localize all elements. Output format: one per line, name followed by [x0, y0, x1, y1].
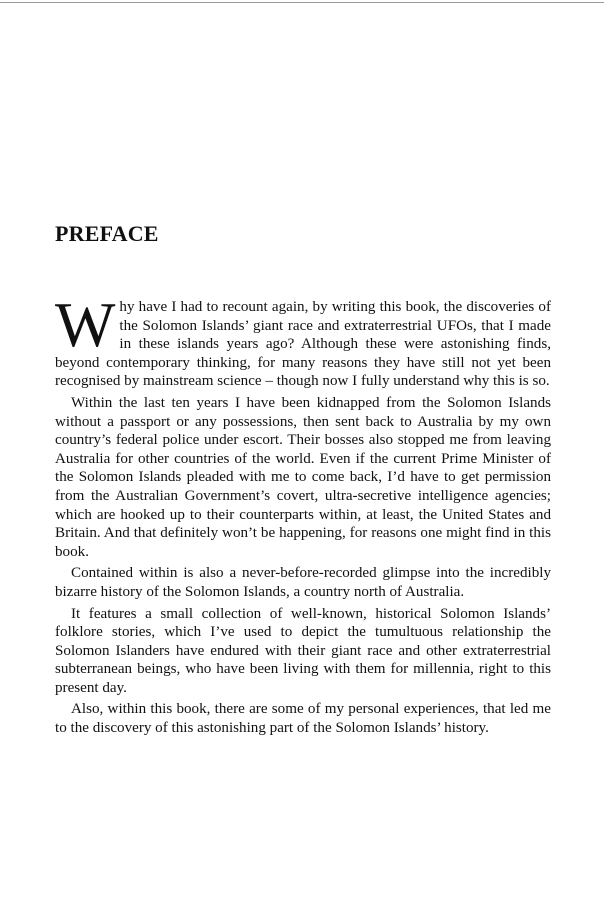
paragraph-2: Within the last ten years I have been kidnapped from the Solomon Islands without a passport or any possessions, then sent back to Australia by my own country’s federal police under escort. Their bosses also stopped me from leaving Australia for other countries of the world. Even if the current Prime Minister of the Solomon Islands pleaded with me to come back, I’d have to get permission from the Australian Government’s covert, ultra-secretive intelligence agencies; which are hooked up to their counterparts within, at least, the United States and Britain. And that definitely won’t be happening, for reasons one might find in this book.	[55, 394, 551, 560]
paragraph-1	[55, 289, 551, 391]
drop-cap-letter: W	[55, 289, 116, 360]
page-content	[55, 220, 551, 741]
paragraph-5: Also, within this book, there are some of my personal experiences, that led me to the discovery of this astonishing part of the Solomon Islands’ history.	[55, 701, 551, 737]
chapter-heading: PREFACE	[55, 221, 159, 246]
paragraph-3: Contained within is also a never-before-recorded glimpse into the incredibly bizarre history of the Solomon Islands, a country north of Australia.	[55, 565, 551, 600]
top-border-line	[0, 2, 604, 3]
paragraph-1-text: hy have I had to recount again, by writing this book, the discoveries of the Solomon Islands’ giant race and extraterrestrial UFOs, that I made in these islands years ago? Although these were astonishing finds, beyond contemporary thinking, for many reasons they have still not yet been recognised by mainstream science – though now I fully understand why this is so.	[55, 299, 551, 390]
paragraph-4: It features a small collection of well-known, historical Solomon Islands’ folklore stories, which I’ve used to depict the tumultuous relationship the Solomon Islanders have endured with their giant race and other extraterrestrial subterranean beings, who have been living with them for millennia, right to this present day.	[55, 605, 551, 696]
